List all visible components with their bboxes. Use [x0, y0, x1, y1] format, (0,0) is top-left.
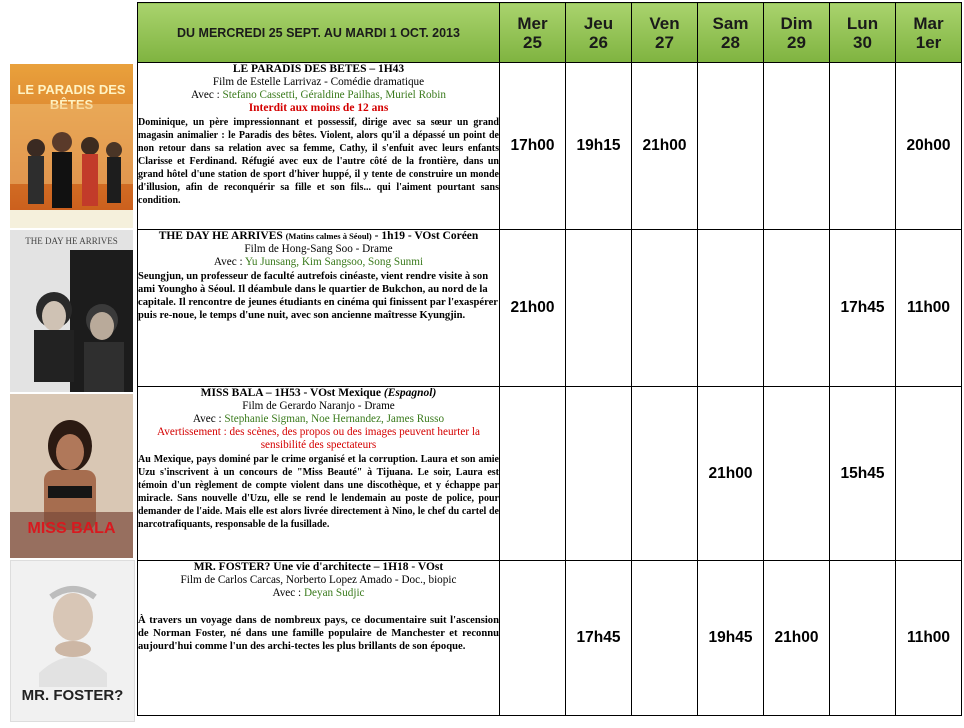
showtime-mer[interactable]: 21h00 [500, 230, 566, 387]
film-cast: Stephanie Sigman, Noe Hernandez, James Russo [224, 413, 445, 425]
date-range-header: DU MERCREDI 25 SEPT. AU MARDI 1 OCT. 2013 [138, 3, 500, 63]
showtime-dim [764, 387, 830, 561]
film-director: Film de Estelle Larrivaz - Comédie dramatique [212, 76, 425, 88]
showtime-mar[interactable]: 11h00 [896, 230, 962, 387]
poster-couple-image [10, 230, 133, 392]
day-header-jeu [566, 3, 632, 63]
film-description: Seungjun, un professeur de faculté autrefois cinéaste, vient rendre visite à son ami Youngho à Séoul. Il déambule dans le quartier de Bukchon, au nord de la capitale. Il rencontre de jeunes étudiants en cinéma qui finissent par l'exaspérer puis re-noue, le temps d'une nuit, avec son ancienne maîtresse Kyungjin. [138, 271, 498, 321]
showtime-lun [830, 63, 896, 230]
film-language: (Espagnol) [383, 387, 437, 399]
showtime-dim [764, 230, 830, 387]
day-header-mar [896, 3, 962, 63]
day-name: Sam [712, 13, 749, 33]
cast-label: Avec : [191, 89, 223, 101]
film-row-the-day-he-arrives [138, 230, 962, 387]
film-director: Film de Hong-Sang Soo - Drame [244, 243, 393, 255]
poster-paradis-des-betes [10, 64, 133, 228]
poster-title: MR. FOSTER? [21, 687, 124, 704]
film-cast: Stefano Cassetti, Géraldine Pailhas, Muriel Robin [222, 89, 446, 101]
film-row-mr-foster [138, 561, 962, 716]
poster-figures-image [10, 64, 133, 228]
poster-title: LE PARADIS DES [17, 82, 126, 97]
film-director: Film de Gerardo Naranjo - Drame [242, 400, 395, 412]
showtime-sam [698, 230, 764, 387]
film-title: THE DAY HE ARRIVES [158, 230, 283, 242]
showtime-ven[interactable]: 21h00 [632, 63, 698, 230]
day-name: Dim [780, 13, 813, 33]
poster-mr-foster [10, 560, 135, 722]
film-title: MR. FOSTER? Une vie d'architecte – 1H18 - VOst [193, 561, 444, 573]
showtime-mar[interactable]: 11h00 [896, 561, 962, 716]
showtime-jeu[interactable]: 17h45 [566, 561, 632, 716]
film-info [138, 387, 500, 561]
showtime-dim [764, 63, 830, 230]
film-cast: Deyan Sudjic [303, 587, 365, 599]
film-description: À travers un voyage dans de nombreux pays, ce documentaire suit l'ascension de Norman Foster, né dans une famille populaire de Manchester et reconnu aujourd'hui comme l'un des archi-tectes les plus brillants de son époque. [138, 615, 499, 652]
showtime-jeu[interactable]: 19h15 [566, 63, 632, 230]
showtime-mer [500, 561, 566, 716]
film-warning: Avertissement : des scènes, des propos ou des images peuvent heurter la sensibilité des spectateurs [157, 426, 480, 451]
day-number: 30 [853, 32, 872, 52]
header-row [138, 3, 962, 63]
film-director: Film de Carlos Carcas, Norberto Lopez Amado - Doc., biopic [180, 574, 457, 586]
film-cast-line [138, 587, 499, 600]
film-cast: Yu Junsang, Kim Sangsoo, Song Sunmi [244, 256, 424, 268]
day-header-sam [698, 3, 764, 63]
day-name: Ven [649, 13, 680, 33]
day-header-lun [830, 3, 896, 63]
film-info [138, 230, 500, 387]
showtime-jeu [566, 230, 632, 387]
film-info [138, 63, 500, 230]
poster-title: THE DAY HE ARRIVES [25, 236, 118, 246]
poster-the-day-he-arrives [10, 230, 133, 392]
day-number: 27 [655, 32, 674, 52]
showtime-mer [500, 387, 566, 561]
day-header-mer [500, 3, 566, 63]
day-header-dim [764, 3, 830, 63]
day-name: Mar [913, 13, 944, 33]
film-title: MISS BALA – 1H53 - VOst Mexique [200, 387, 384, 399]
showtime-ven [632, 561, 698, 716]
film-title: LE PARADIS DES BETES – 1H43 [232, 63, 405, 75]
showtime-mar [896, 387, 962, 561]
day-name: Lun [846, 13, 879, 33]
film-title-line [138, 230, 499, 243]
film-cast-line [138, 413, 499, 426]
day-number: 25 [523, 32, 542, 52]
film-subtitle: (Matins calmes à Séoul) [285, 231, 372, 241]
cast-label: Avec : [272, 587, 304, 599]
showtime-lun[interactable]: 17h45 [830, 230, 896, 387]
film-description: Au Mexique, pays dominé par le crime organisé et la corruption. Laura et son amie Uzu s'inscrivent à un concours de "Miss Beauté" à Tijuana. Le soir, Laura est témoin d'un règlement de compte violent dans une discothèque, et y échappe par miracle. Sans nouvelle d'Uzu, elle se rend le lendemain au poste de police, pour demander de l'aide. Mais elle est alors livrée directement à Nino, le chef du cartel de narcotrafiquants, responsable de la fusillade. [138, 454, 499, 530]
day-name: Mer [517, 13, 548, 33]
showtime-sam[interactable]: 21h00 [698, 387, 764, 561]
schedule-table [137, 2, 962, 716]
film-info [138, 561, 500, 716]
film-warning: Interdit aux moins de 12 ans [248, 102, 389, 114]
showtime-sam[interactable]: 19h45 [698, 561, 764, 716]
showtime-lun [830, 561, 896, 716]
day-name: Jeu [583, 13, 614, 33]
showtime-mer[interactable]: 17h00 [500, 63, 566, 230]
film-description: Dominique, un père impressionnant et possessif, dirige avec sa sœur un grand magasin animalier : le Paradis des bêtes. Violent, alors qu'il a dépassé un point de non retour dans sa relation avec sa femme, Cathy, il s'enfuit avec leurs enfants Clarisse et Ferdinand. Réfugié avec eux de l'autre côté de la frontière, dans un grand hôtel d'une station de sport d'hiver huppé, il y tente de construire un monde d'illusion, afin de reconquérir sa fille et son fils... qui l'aiment pourtant sans condition. [138, 117, 499, 206]
day-number: 1er [915, 32, 942, 52]
day-header-ven [632, 3, 698, 63]
day-number: 28 [721, 32, 740, 52]
film-row-miss-bala [138, 387, 962, 561]
showtime-jeu [566, 387, 632, 561]
day-number: 29 [787, 32, 806, 52]
film-title-rest: - 1h19 - VOst Coréen [371, 230, 479, 242]
showtime-lun[interactable]: 15h45 [830, 387, 896, 561]
film-title-line [138, 387, 499, 400]
poster-miss-bala [10, 394, 133, 558]
film-row-paradis [138, 63, 962, 230]
showtime-ven [632, 230, 698, 387]
cast-label: Avec : [213, 256, 245, 268]
showtime-sam [698, 63, 764, 230]
film-cast-line [138, 89, 499, 102]
showtime-dim[interactable]: 21h00 [764, 561, 830, 716]
day-number: 26 [589, 32, 608, 52]
showtime-ven [632, 387, 698, 561]
poster-title: MISS BALA [27, 520, 116, 537]
spacer [138, 600, 499, 613]
showtime-mar[interactable]: 20h00 [896, 63, 962, 230]
cast-label: Avec : [192, 413, 225, 425]
film-cast-line [138, 256, 499, 269]
